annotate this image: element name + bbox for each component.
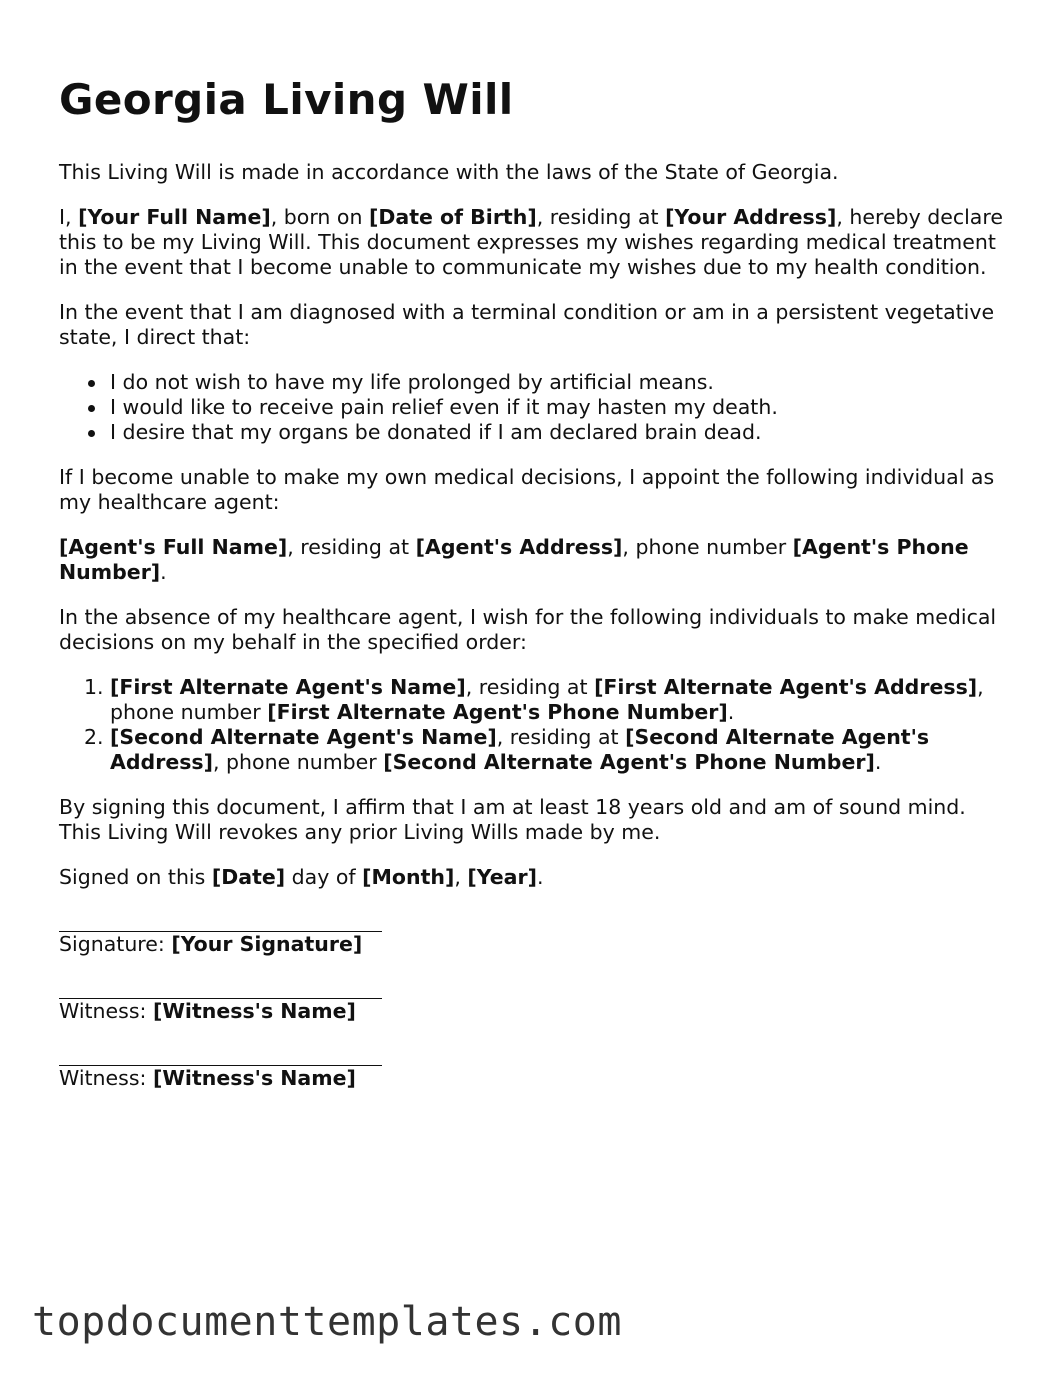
alternate-phone-label: , phone number xyxy=(110,675,984,724)
document-title: Georgia Living Will xyxy=(59,75,514,124)
terminal-intro-paragraph: In the event that I am diagnosed with a terminal condition or am in a persistent vegetative state, I direct that: xyxy=(59,300,995,349)
alternate-address-placeholder: [Second Alternate Agent's Address] xyxy=(110,725,930,774)
declaration-born-on: , born on xyxy=(270,205,369,229)
witness-line xyxy=(59,977,382,999)
address-placeholder: [Your Address] xyxy=(665,205,837,229)
witness-line xyxy=(59,1044,382,1066)
declaration-paragraph xyxy=(59,205,1009,280)
witness-label-text: Witness: xyxy=(59,1066,153,1090)
alternate-phone-placeholder: [First Alternate Agent's Phone Number] xyxy=(267,700,728,724)
dob-placeholder: [Date of Birth] xyxy=(368,205,537,229)
agent-name-placeholder: [Agent's Full Name] xyxy=(59,535,288,559)
document-page xyxy=(59,70,1009,1091)
year-placeholder: [Year] xyxy=(467,865,537,889)
declaration-prefix: I, xyxy=(59,205,79,229)
signature-line xyxy=(59,910,382,932)
signed-prefix: Signed on this xyxy=(59,865,212,889)
intro-paragraph: This Living Will is made in accordance with the laws of the State of Georgia. xyxy=(59,160,839,184)
signature-placeholder: [Your Signature] xyxy=(171,932,363,956)
signature-block xyxy=(59,910,1009,1091)
alternate-phone-placeholder: [Second Alternate Agent's Phone Number] xyxy=(383,750,875,774)
alternate-residing: , residing at xyxy=(496,725,626,749)
declaration-rest: , hereby declare this to be my Living Will. This document expresses my wishes regarding medical treatment in the event that I become unable to communicate my wishes due to my health condition. xyxy=(59,205,1003,279)
witness-name-placeholder: [Witness's Name] xyxy=(152,999,356,1023)
alternate-end: . xyxy=(727,700,735,724)
alternate-address-placeholder: [First Alternate Agent's Address] xyxy=(594,675,978,699)
signed-comma: , xyxy=(454,865,468,889)
agent-address-placeholder: [Agent's Address] xyxy=(415,535,623,559)
signed-on-paragraph xyxy=(59,865,1009,890)
affirmation-paragraph: By signing this document, I affirm that I am at least 18 years old and am of sound mind. This Living Will revokes any prior Living Wills made by me. xyxy=(59,795,966,844)
date-placeholder: [Date] xyxy=(211,865,286,889)
agent-residing: , residing at xyxy=(287,535,416,559)
directive-item: I desire that my organs be donated if I am declared brain dead. xyxy=(110,420,1009,445)
agent-end: . xyxy=(160,560,167,584)
declaration-residing: , residing at xyxy=(536,205,666,229)
signed-end: . xyxy=(536,865,544,889)
directive-item: I do not wish to have my life prolonged by artificial means. xyxy=(110,370,1009,395)
alternate-number: 1. xyxy=(84,675,104,699)
alternate-residing: , residing at xyxy=(465,675,595,699)
signature-label-text: Signature: xyxy=(59,932,172,956)
alternate-name-placeholder: [Second Alternate Agent's Name] xyxy=(110,725,497,749)
month-placeholder: [Month] xyxy=(362,865,455,889)
alternate-item xyxy=(84,725,1009,775)
agent-intro-paragraph: If I become unable to make my own medical decisions, I appoint the following individual as my healthcare agent: xyxy=(59,465,995,514)
agent-paragraph xyxy=(59,535,1009,585)
agent-phone-label: , phone number xyxy=(622,535,793,559)
agent-phone-placeholder: [Agent's Phone Number] xyxy=(59,535,969,584)
alternate-item xyxy=(84,675,1009,725)
signature-label xyxy=(59,932,1009,957)
alternates-intro-paragraph: In the absence of my healthcare agent, I wish for the following individuals to make medical decisions on my behalf in the specified order: xyxy=(59,605,997,654)
witness-label-text: Witness: xyxy=(59,999,153,1023)
witness-label xyxy=(59,999,1009,1024)
directives-list xyxy=(59,370,1009,445)
alternate-number: 2. xyxy=(84,725,104,749)
signed-day-of: day of xyxy=(285,865,363,889)
witness-name-placeholder: [Witness's Name] xyxy=(152,1066,356,1090)
alternate-phone-label: , phone number xyxy=(213,750,384,774)
alternate-end: . xyxy=(874,750,882,774)
alternates-list xyxy=(59,675,1009,775)
watermark-text: topdocumenttemplates.com xyxy=(32,1299,622,1345)
full-name-placeholder: [Your Full Name] xyxy=(78,205,271,229)
alternate-name-placeholder: [First Alternate Agent's Name] xyxy=(110,675,466,699)
witness-label xyxy=(59,1066,1009,1091)
directive-item: I would like to receive pain relief even if it may hasten my death. xyxy=(110,395,1009,420)
